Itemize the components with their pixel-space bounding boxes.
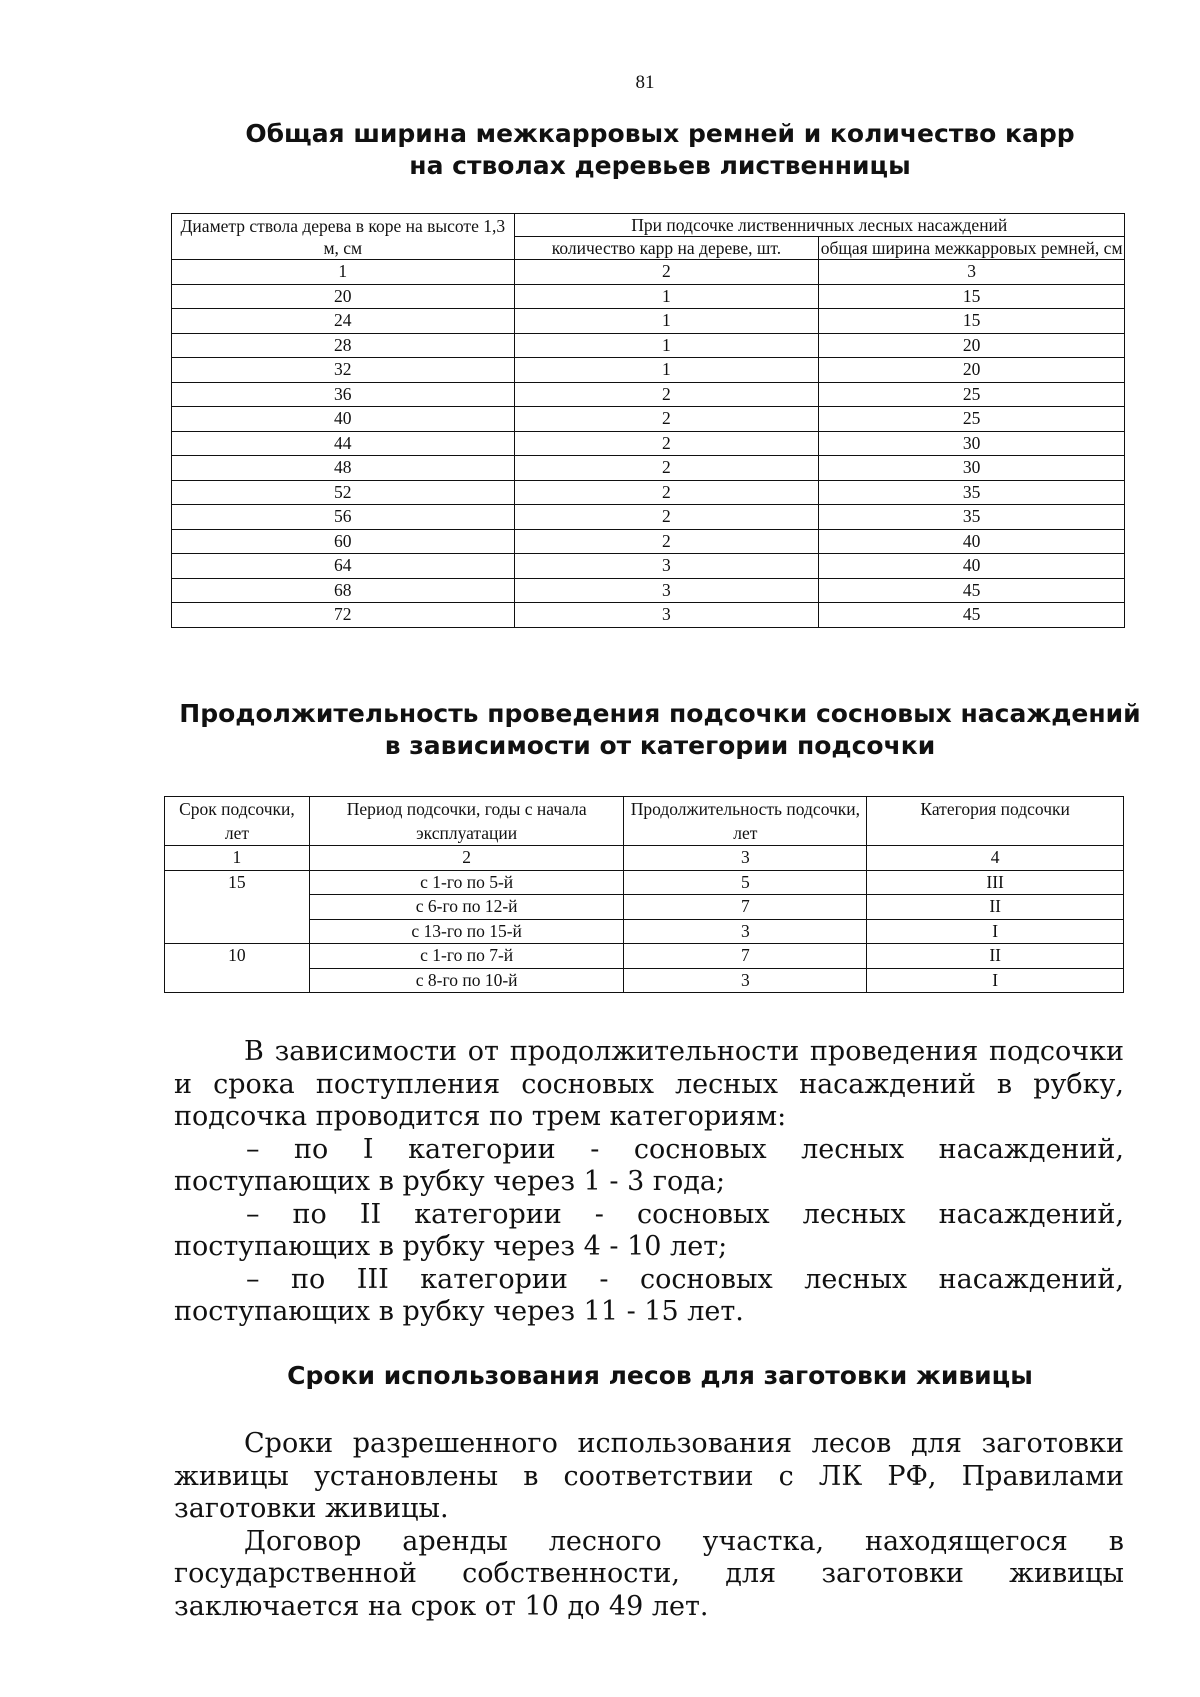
t1-cell: 36 — [172, 382, 515, 407]
t1-cell: 2 — [514, 382, 819, 407]
t2-cell: I — [867, 919, 1124, 944]
t1-header-width: общая ширина межкарровых ремней, см — [820, 238, 1123, 258]
t2-cell: 3 — [624, 968, 867, 993]
t1-header-count: количество карр на дереве, шт. — [514, 237, 819, 260]
larch-table — [171, 213, 1125, 628]
t2-number-cell: 1 — [165, 846, 310, 871]
table2-title-line1: Продолжительность проведения подсочки сосновых насаждений — [179, 699, 1141, 728]
t1-cell: 1 — [514, 309, 819, 334]
t1-header-diameter: Диаметр ствола дерева в коре на высоте 1,3 м, см — [172, 214, 515, 260]
t2-cell: с 8-го по 10-й — [309, 968, 624, 993]
table-row — [172, 407, 1125, 432]
pine-tapping-table — [164, 796, 1124, 993]
t1-cell: 1 — [514, 333, 819, 358]
t1-cell: 40 — [819, 554, 1125, 579]
t2-cell: с 13-го по 15-й — [309, 919, 624, 944]
t1-cell: 60 — [172, 529, 515, 554]
t1-cell: 30 — [819, 431, 1125, 456]
section-heading: Сроки использования лесов для заготовки живицы — [287, 1361, 1033, 1390]
t2-number-cell: 4 — [867, 846, 1124, 871]
table-row — [172, 578, 1125, 603]
t1-cell: 64 — [172, 554, 515, 579]
paragraph: Договор аренды лесного участка, находящегося в государственной собственности, для заготовки живицы заключается на срок от 10 до 49 лет. — [174, 1525, 1124, 1622]
table-row — [172, 333, 1125, 358]
t1-cell: 1 — [172, 260, 515, 285]
t1-cell: 15 — [819, 309, 1125, 334]
table-row — [172, 431, 1125, 456]
table-row — [172, 456, 1125, 481]
table-row — [172, 260, 1125, 285]
t2-cell: с 1-го по 7-й — [309, 944, 624, 969]
t1-cell: 1 — [514, 358, 819, 383]
t1-cell: 15 — [819, 284, 1125, 309]
list-item: – по III категории - сосновых лесных насаждений, поступающих в рубку через 11 - 15 лет. — [174, 1263, 1124, 1327]
t1-cell: 20 — [172, 284, 515, 309]
t2-header-period: Период подсочки, годы с начала эксплуатации — [309, 797, 624, 846]
table-row — [172, 554, 1125, 579]
terms-text — [174, 1428, 1124, 1623]
t1-cell: 25 — [819, 407, 1125, 432]
paragraph: Сроки разрешенного использования лесов для заготовки живицы установлены в соответствии с ЛК РФ, Правилами заготовки живицы. — [174, 1428, 1124, 1524]
t1-cell: 2 — [514, 456, 819, 481]
t1-header-group: При подсочке лиственничных лесных насаждений — [514, 214, 1124, 237]
t1-cell: 1 — [514, 284, 819, 309]
t1-cell: 2 — [514, 529, 819, 554]
list-item: – по II категории - сосновых лесных насаждений, поступающих в рубку через 4 - 10 лет; — [174, 1198, 1124, 1262]
t2-number-cell: 3 — [624, 846, 867, 871]
page-number: 81 — [635, 72, 655, 93]
table2-title-line2: в зависимости от категории подсочки — [384, 731, 936, 760]
table1-title — [160, 118, 1160, 182]
table-row — [172, 382, 1125, 407]
table1-title-line1: Общая ширина межкарровых ремней и количество карр — [245, 119, 1075, 148]
t1-cell: 2 — [514, 505, 819, 530]
categories-text — [174, 1036, 1124, 1329]
t1-cell: 45 — [819, 603, 1125, 628]
t2-cell: I — [867, 968, 1124, 993]
t1-cell: 32 — [172, 358, 515, 383]
table-row — [172, 480, 1125, 505]
t2-term-cell: 10 — [165, 944, 310, 993]
t2-header-category: Категория подсочки — [867, 797, 1124, 846]
t2-term-cell: 15 — [165, 870, 310, 944]
table1-title-line2: на стволах деревьев лиственницы — [409, 151, 911, 180]
t1-cell: 44 — [172, 431, 515, 456]
table-row — [172, 284, 1125, 309]
t1-cell: 56 — [172, 505, 515, 530]
t2-header-term: Срок подсочки, лет — [165, 797, 310, 846]
paragraph: В зависимости от продолжительности проведения подсочки и срока поступления сосновых лесных насаждений в рубку, подсочка проводится по трем категориям: — [174, 1036, 1124, 1132]
t2-cell: с 6-го по 12-й — [309, 895, 624, 920]
t1-cell: 2 — [514, 480, 819, 505]
t1-cell: 2 — [514, 431, 819, 456]
t1-cell: 3 — [514, 578, 819, 603]
t2-cell: 5 — [624, 870, 867, 895]
t2-number-cell: 2 — [309, 846, 624, 871]
t1-cell: 20 — [819, 358, 1125, 383]
table2-title — [160, 698, 1160, 762]
t1-cell: 52 — [172, 480, 515, 505]
t1-cell: 35 — [819, 505, 1125, 530]
t2-cell: с 1-го по 5-й — [309, 870, 624, 895]
t1-cell: 45 — [819, 578, 1125, 603]
t1-cell: 72 — [172, 603, 515, 628]
table-row — [172, 529, 1125, 554]
t1-cell: 2 — [514, 407, 819, 432]
t2-header-duration: Продолжительность подсочки, лет — [624, 797, 867, 846]
t1-cell: 3 — [514, 603, 819, 628]
t2-cell: 7 — [624, 895, 867, 920]
t1-cell: 24 — [172, 309, 515, 334]
t2-cell: III — [867, 870, 1124, 895]
t1-cell: 48 — [172, 456, 515, 481]
t2-cell: II — [867, 895, 1124, 920]
t2-cell: II — [867, 944, 1124, 969]
list-item: – по I категории - сосновых лесных насаждений, поступающих в рубку через 1 - 3 года; — [174, 1133, 1124, 1197]
table-row — [172, 505, 1125, 530]
table-row — [172, 603, 1125, 628]
table-row — [172, 309, 1125, 334]
t1-cell: 35 — [819, 480, 1125, 505]
t1-cell: 20 — [819, 333, 1125, 358]
table-row — [172, 358, 1125, 383]
t1-cell: 2 — [514, 260, 819, 285]
t1-body — [172, 260, 1125, 628]
t1-cell: 30 — [819, 456, 1125, 481]
t1-cell: 3 — [819, 260, 1125, 285]
t1-cell: 3 — [514, 554, 819, 579]
t2-cell: 7 — [624, 944, 867, 969]
t1-cell: 68 — [172, 578, 515, 603]
t1-cell: 25 — [819, 382, 1125, 407]
t1-cell: 40 — [172, 407, 515, 432]
t1-cell: 40 — [819, 529, 1125, 554]
t2-cell: 3 — [624, 919, 867, 944]
t1-cell: 28 — [172, 333, 515, 358]
